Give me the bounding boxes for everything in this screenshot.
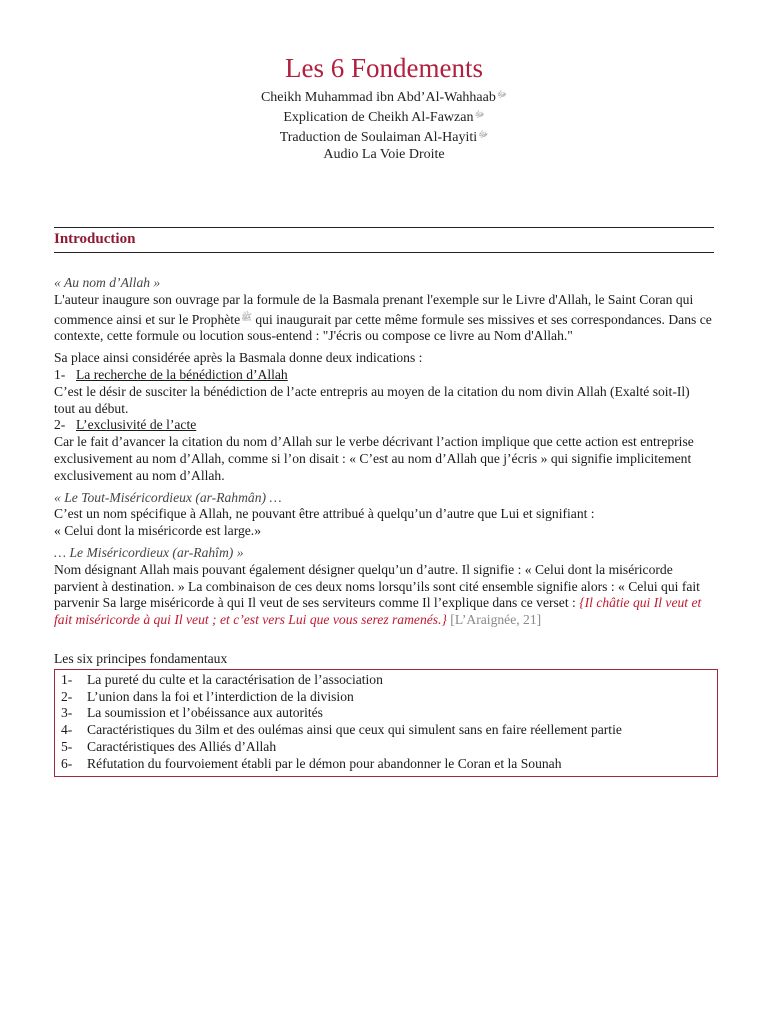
audio-source-line: Audio La Voie Droite: [323, 147, 445, 162]
list-number: 2-: [54, 417, 66, 433]
basmala-paragraph: [54, 292, 714, 345]
principle-item: [61, 672, 711, 689]
list-number: 1-: [54, 366, 66, 382]
rahim-heading: … Le Miséricordieux (ar-Rahîm) »: [54, 544, 244, 560]
principle-text: La pureté du culte et la caractérisation de l’association: [87, 671, 383, 687]
list-number: 2-: [61, 688, 73, 704]
principle-text: Caractéristiques des Alliés d’Allah: [87, 738, 277, 754]
list-number: 5-: [61, 738, 73, 754]
paragraph-text: L'auteur inaugure son ouvrage par la formule de la Basmala prenant l'exemple sur le Livre d'Allah, le Saint Coran qui commence ainsi et sur le Prophète: [54, 291, 694, 327]
explanation-line: [54, 106, 714, 126]
principle-item: [61, 722, 711, 739]
principle-text: Réfutation du fourvoiement établi par le démon pour abandonner le Coran et la Sounah: [87, 755, 562, 771]
explainer-name: Explication de Cheikh Al-Fawzan: [283, 110, 474, 125]
honor-mark-icon: ﷻ: [496, 89, 508, 99]
principle-item: [61, 756, 711, 773]
verse-reference: [L’Araignée, 21]: [446, 612, 542, 628]
list-number: 3-: [61, 705, 73, 721]
rahim-paragraph: [54, 562, 714, 629]
principles-label: Les six principes fondamentaux: [54, 650, 228, 666]
document-header: [54, 52, 714, 163]
principle-text: L’union dans la foi et l’interdiction de la division: [87, 688, 354, 704]
document-title: Les 6 Fondements: [285, 53, 483, 83]
rahman-paragraph: C’est un nom spécifique à Allah, ne pouvant être attribué à quelqu’un d’autre que Lui et signifiant :: [54, 506, 595, 522]
rahman-heading: « Le Tout-Miséricordieux (ar-Rahmân) …: [54, 489, 282, 505]
list-number: 1-: [61, 671, 73, 687]
quran-verse: {Il châtie qui Il veut et fait miséricorde à qui Il veut ; et c’est vers Lui que vous serez ramenés.}: [54, 595, 702, 628]
principle-item: [61, 689, 711, 706]
author-line: [54, 86, 714, 106]
list-number: 6-: [61, 755, 73, 771]
principle-text: Caractéristiques du 3ilm et des oulémas ainsi que ceux qui simulent sans en faire réellement partie: [87, 722, 622, 738]
indication-2-text: Car le fait d’avancer la citation du nom d’Allah sur le verbe décrivant l’action implique que cette action est entreprise exclusivement au nom d’Allah, comme si l’on disait : « C’est au nom d’Allah que j’écris » qui signifie implicitement exclusivement au nom d’Allah.: [54, 434, 694, 483]
introduction-body: [54, 275, 714, 777]
honor-mark-icon: ﷻ: [478, 129, 489, 139]
principle-item: [61, 705, 711, 722]
document-page: [54, 52, 714, 777]
principle-item: [61, 739, 711, 756]
principles-list-box: [54, 669, 718, 777]
author-name: Cheikh Muhammad ibn Abd’Al-Wahhaab: [260, 90, 496, 105]
indication-title: La recherche de la bénédiction d’Allah: [76, 366, 288, 382]
translation-line: [54, 126, 714, 146]
prophet-honor-icon: ﷺ: [241, 311, 252, 322]
paragraph-text: Nom désignant Allah mais pouvant également désigner quelqu’un d’autre. Il signifie : « Celui dont la miséricorde parvient à destination. » La combinaison de ces deux noms lorsqu’ils sont cité ensemble signifie alors : « Celui qui fait parvenir Sa large miséricorde à qui Il veut de ses serviteurs comme Il l’explique dans ce verset :: [54, 561, 700, 611]
principle-text: La soumission et l’obéissance aux autorités: [87, 705, 323, 721]
basmala-heading: « Au nom d’Allah »: [54, 275, 161, 290]
honor-mark-icon: ﷻ: [474, 109, 485, 119]
list-number: 4-: [61, 722, 73, 738]
section-heading-introduction: Introduction: [54, 227, 714, 253]
indication-2-title: [54, 417, 714, 434]
translator-name: Traduction de Soulaiman Al-Hayiti: [279, 130, 478, 145]
indications-intro: Sa place ainsi considérée après la Basmala donne deux indications :: [54, 350, 423, 366]
indication-1-text: C’est le désir de susciter la bénédiction de l’acte entrepris au moyen de la citation du nom divin Allah (Exalté soit-Il) tout au début.: [54, 383, 690, 416]
indication-1-title: [54, 367, 714, 384]
rahman-meaning: « Celui dont la miséricorde est large.»: [54, 523, 261, 539]
paragraph-text: qui inaugurait par cette même formule ses missives et ses correspondances. Dans ce contexte, cette formule ou locution sous-entend : "J'écris ou compose ce livre au Nom d'Allah.": [54, 311, 712, 344]
indication-title: L’exclusivité de l’acte: [76, 417, 197, 433]
